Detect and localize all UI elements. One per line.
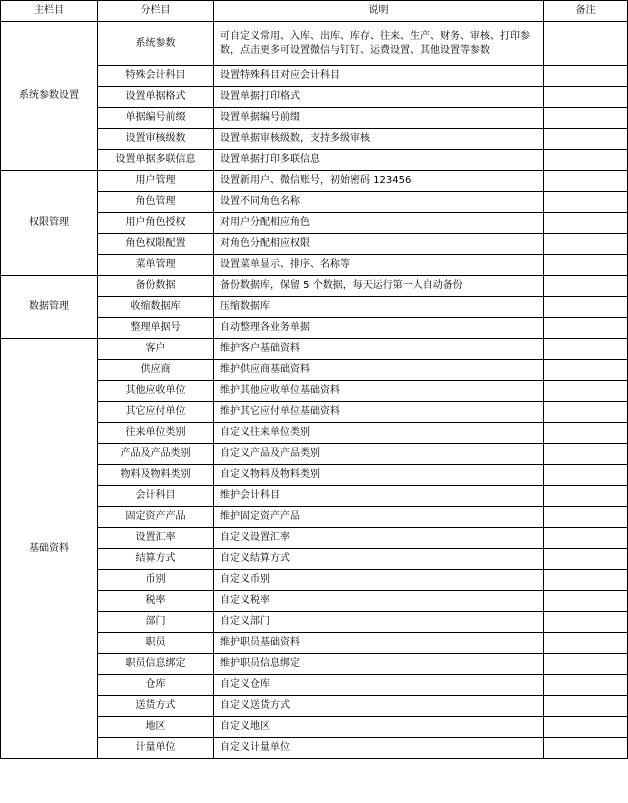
sub-category: 用户角色授权 <box>98 213 214 234</box>
note-cell <box>544 129 628 150</box>
sub-category: 会计科目 <box>98 486 214 507</box>
sub-category: 用户管理 <box>98 171 214 192</box>
sub-category: 职员信息绑定 <box>98 654 214 675</box>
sub-category: 结算方式 <box>98 549 214 570</box>
note-cell <box>544 738 628 759</box>
description: 自定义部门 <box>214 612 544 633</box>
note-cell <box>544 465 628 486</box>
table-row <box>1 171 628 192</box>
sub-category: 部门 <box>98 612 214 633</box>
note-cell <box>544 22 628 66</box>
description: 自定义物料及物料类别 <box>214 465 544 486</box>
description: 自定义结算方式 <box>214 549 544 570</box>
description: 维护其它应付单位基础资料 <box>214 402 544 423</box>
sub-category: 往来单位类别 <box>98 423 214 444</box>
note-cell <box>544 633 628 654</box>
description: 维护供应商基础资料 <box>214 360 544 381</box>
sub-category: 供应商 <box>98 360 214 381</box>
description: 设置新用户、微信账号，初始密码 123456 <box>214 171 544 192</box>
sub-category: 设置汇率 <box>98 528 214 549</box>
note-cell <box>544 234 628 255</box>
note-cell <box>544 549 628 570</box>
sub-category: 单据编号前缀 <box>98 108 214 129</box>
sub-category: 角色权限配置 <box>98 234 214 255</box>
note-cell <box>544 486 628 507</box>
sub-category: 设置审核级数 <box>98 129 214 150</box>
note-cell <box>544 381 628 402</box>
description: 设置菜单显示、排序、名称等 <box>214 255 544 276</box>
description: 维护其他应收单位基础资料 <box>214 381 544 402</box>
header-sub: 分栏目 <box>98 1 214 22</box>
note-cell <box>544 612 628 633</box>
header-row <box>1 1 628 22</box>
note-cell <box>544 255 628 276</box>
note-cell <box>544 213 628 234</box>
description: 自定义币别 <box>214 570 544 591</box>
sub-category: 仓库 <box>98 675 214 696</box>
note-cell <box>544 507 628 528</box>
description: 维护客户基础资料 <box>214 339 544 360</box>
sub-category: 其他应收单位 <box>98 381 214 402</box>
description: 自定义计量单位 <box>214 738 544 759</box>
main-category: 基础资料 <box>1 339 98 759</box>
sub-category: 币别 <box>98 570 214 591</box>
sub-category: 整理单据号 <box>98 318 214 339</box>
description: 设置单据编号前缀 <box>214 108 544 129</box>
description: 自定义地区 <box>214 717 544 738</box>
description: 自定义设置汇率 <box>214 528 544 549</box>
note-cell <box>544 570 628 591</box>
header-desc: 说明 <box>214 1 544 22</box>
sub-category: 菜单管理 <box>98 255 214 276</box>
description: 设置单据审核级数，支持多级审核 <box>214 129 544 150</box>
note-cell <box>544 297 628 318</box>
description: 备份数据库，保留 5 个数据，每天运行第一人自动备份 <box>214 276 544 297</box>
sub-category: 其它应付单位 <box>98 402 214 423</box>
note-cell <box>544 339 628 360</box>
sub-category: 备份数据 <box>98 276 214 297</box>
description: 自定义仓库 <box>214 675 544 696</box>
table-row <box>1 22 628 66</box>
main-category: 数据管理 <box>1 276 98 339</box>
description: 维护固定资产产品 <box>214 507 544 528</box>
description: 自定义产品及产品类别 <box>214 444 544 465</box>
note-cell <box>544 318 628 339</box>
sub-category: 设置单据多联信息 <box>98 150 214 171</box>
description: 压缩数据库 <box>214 297 544 318</box>
note-cell <box>544 402 628 423</box>
note-cell <box>544 150 628 171</box>
description: 自定义税率 <box>214 591 544 612</box>
note-cell <box>544 192 628 213</box>
description: 维护会计科目 <box>214 486 544 507</box>
note-cell <box>544 717 628 738</box>
note-cell <box>544 444 628 465</box>
sub-category: 税率 <box>98 591 214 612</box>
note-cell <box>544 66 628 87</box>
description: 设置特殊科目对应会计科目 <box>214 66 544 87</box>
note-cell <box>544 423 628 444</box>
sub-category: 设置单据格式 <box>98 87 214 108</box>
table-row <box>1 276 628 297</box>
note-cell <box>544 654 628 675</box>
table-body <box>1 22 628 759</box>
note-cell <box>544 528 628 549</box>
sub-category: 物料及物料类别 <box>98 465 214 486</box>
description: 维护职员基础资料 <box>214 633 544 654</box>
description: 可自定义常用、入库、出库、库存、往来、生产、财务、审核、打印参数，点击更多可设置微信与钉钉、运费设置、其他设置等参数 <box>214 22 544 66</box>
description: 自定义往来单位类别 <box>214 423 544 444</box>
sub-category: 送货方式 <box>98 696 214 717</box>
description: 自定义送货方式 <box>214 696 544 717</box>
sub-category: 地区 <box>98 717 214 738</box>
description: 对用户分配相应角色 <box>214 213 544 234</box>
main-category: 系统参数设置 <box>1 22 98 171</box>
main-category: 权限管理 <box>1 171 98 276</box>
description: 维护职员信息绑定 <box>214 654 544 675</box>
sub-category: 客户 <box>98 339 214 360</box>
description: 设置不同角色名称 <box>214 192 544 213</box>
sub-category: 收缩数据库 <box>98 297 214 318</box>
description: 自动整理各业务单据 <box>214 318 544 339</box>
sub-category: 计量单位 <box>98 738 214 759</box>
sub-category: 职员 <box>98 633 214 654</box>
note-cell <box>544 675 628 696</box>
note-cell <box>544 108 628 129</box>
sub-category: 特殊会计科目 <box>98 66 214 87</box>
description: 对角色分配相应权限 <box>214 234 544 255</box>
sub-category: 产品及产品类别 <box>98 444 214 465</box>
description: 设置单据打印多联信息 <box>214 150 544 171</box>
note-cell <box>544 360 628 381</box>
note-cell <box>544 591 628 612</box>
sub-category: 固定资产产品 <box>98 507 214 528</box>
description: 设置单据打印格式 <box>214 87 544 108</box>
sub-category: 角色管理 <box>98 192 214 213</box>
sub-category: 系统参数 <box>98 22 214 66</box>
note-cell <box>544 696 628 717</box>
header-main: 主栏目 <box>1 1 98 22</box>
note-cell <box>544 171 628 192</box>
table-row <box>1 339 628 360</box>
note-cell <box>544 87 628 108</box>
note-cell <box>544 276 628 297</box>
header-note: 备注 <box>544 1 628 22</box>
